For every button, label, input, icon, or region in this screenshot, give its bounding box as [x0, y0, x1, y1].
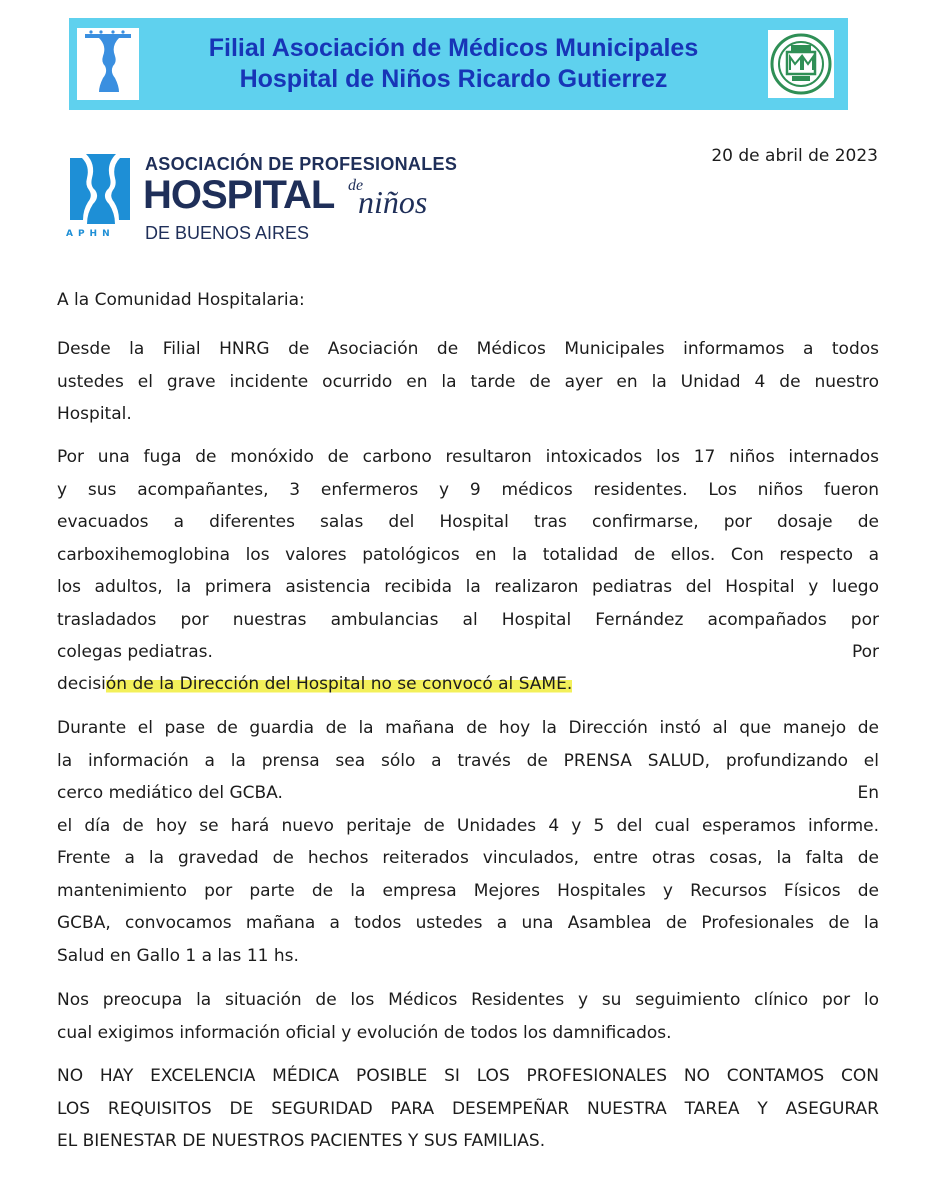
paragraph-line: GCBA, convocamos mañana a todos ustedes a una Asamblea de Profesionales de la [57, 913, 879, 933]
paragraph-2-continued [57, 668, 879, 701]
paragraph-3 [57, 712, 879, 972]
paragraph-line: y sus acompañantes, 3 enfermeros y 9 médicos residentes. Los niños fueron [57, 479, 879, 500]
paragraph-line [57, 777, 879, 810]
paragraph-line: Nos preocupa la situación de los Médicos Residentes y su seguimiento clínico por lo [57, 990, 879, 1010]
banner-left-logo [77, 28, 139, 100]
paragraph-line-text: cerco mediático del GCBA. [57, 783, 283, 803]
paragraph-line: el día de hoy se hará nuevo peritaje de Unidades 4 y 5 del cual esperamos informe. [57, 815, 879, 836]
banner-title-line2: Hospital de Niños Ricardo Gutierrez [239, 65, 668, 93]
paragraph-line: mantenimiento por parte de la empresa Mejores Hospitales y Recursos Físicos de [57, 880, 879, 901]
paragraph-line: cual exigimos información oficial y evolución de todos los damnificados. [57, 1022, 672, 1043]
paragraph-line: NO HAY EXCELENCIA MÉDICA POSIBLE SI LOS PROFESIONALES NO CONTAMOS CON [57, 1066, 879, 1086]
letterhead-ninos: niños [358, 184, 428, 220]
paragraph-line: LOS REQUISITOS DE SEGURIDAD PARA DESEMPEÑAR NUESTRA TAREA Y ASEGURAR [57, 1098, 879, 1119]
paragraph-line: Frente a la gravedad de hechos reiterados vinculados, entre otras cosas, la falta de [57, 848, 879, 868]
banner-title-line1: Filial Asociación de Médicos Municipales [208, 34, 699, 62]
paragraph-line-start: decisi [57, 674, 106, 694]
banner-title [143, 33, 764, 95]
letter-date: 20 de abril de 2023 [711, 146, 878, 166]
paragraph-line: la información a la prensa sea sólo a través de PRENSA SALUD, profundizando el [57, 750, 879, 771]
logo-letters: APHN [66, 229, 115, 239]
paragraph-line: EL BIENESTAR DE NUESTROS PACIENTES Y SUS FAMILIAS. [57, 1131, 546, 1151]
letterhead-hospital: HOSPITAL [143, 173, 335, 217]
paragraph-line-text: colegas pediatras. [57, 642, 213, 662]
highlighted-text: ón de la Dirección del Hospital no se convocó al SAME. [105, 674, 573, 694]
paragraph-line: Salud en Gallo 1 a las 11 hs. [57, 945, 299, 966]
paragraph-line: Desde la Filial HNRG de Asociación de Médicos Municipales informamos a todos [57, 339, 879, 359]
amm-seal-icon [768, 30, 834, 98]
closing-statement [57, 1060, 879, 1158]
paragraph-1 [57, 333, 879, 431]
paragraph-line: trasladados por nuestras ambulancias al Hospital Fernández acompañados por [57, 609, 879, 630]
profile-faces-logo-icon [77, 28, 139, 100]
paragraph-4 [57, 984, 879, 1049]
paragraph-line: Por una fuga de monóxido de carbono resultaron intoxicados los 17 niños internados [57, 447, 879, 467]
salutation: A la Comunidad Hospitalaria: [57, 290, 305, 310]
paragraph-line: los adultos, la primera asistencia recibida la realizaron pediatras del Hospital y luego [57, 577, 879, 597]
letterhead-line3: DE BUENOS AIRES [145, 223, 310, 243]
paragraph-line-right-word: En [857, 783, 879, 803]
paragraph-line-right-word: Por [851, 642, 879, 662]
paragraph-line [57, 636, 879, 669]
paragraph-2 [57, 441, 879, 669]
profile-faces-logo-icon [60, 150, 140, 230]
letterhead-de: de [348, 177, 364, 194]
letterhead-line1: ASOCIACIÓN DE PROFESIONALES [145, 154, 458, 174]
paragraph-line: Hospital. [57, 404, 132, 424]
letterhead-logo [60, 150, 480, 250]
paragraph-line: evacuados a diferentes salas del Hospital tras confirmarse, por dosaje de [57, 512, 879, 532]
paragraph-line: ustedes el grave incidente ocurrido en la tarde de ayer en la Unidad 4 de nuestro [57, 371, 879, 392]
header-banner [69, 18, 848, 110]
banner-right-logo [768, 30, 834, 98]
paragraph-line: carboxihemoglobina los valores patológicos en la totalidad de ellos. Con respecto a [57, 544, 879, 565]
paragraph-line: Durante el pase de guardia de la mañana de hoy la Dirección instó al que manejo de [57, 718, 879, 738]
